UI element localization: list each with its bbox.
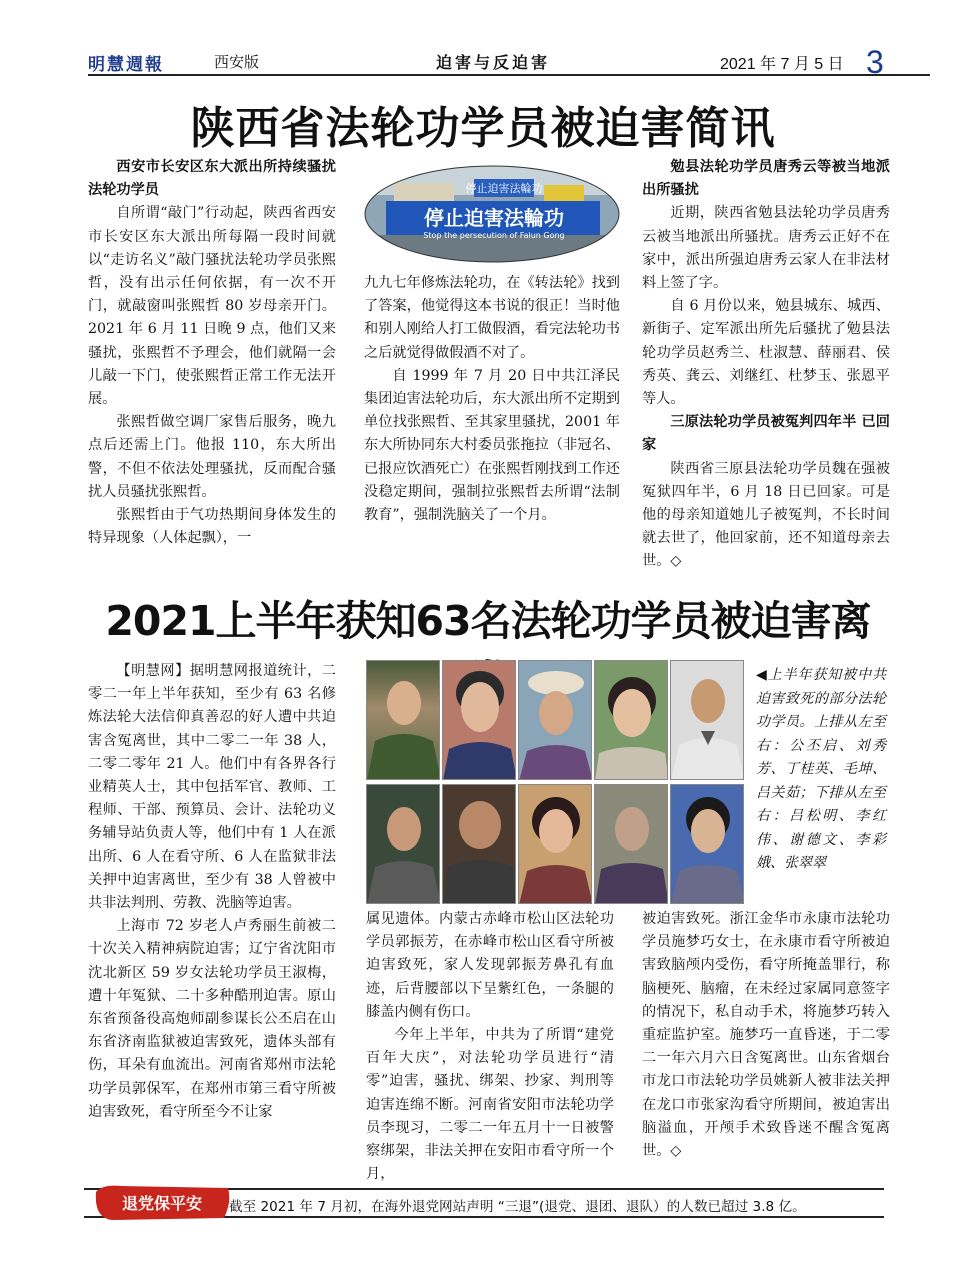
victim-photo — [594, 660, 668, 780]
article2-paragraph: 属见遗体。内蒙古赤峰市松山区法轮功学员郭振芳，在赤峰市松山区看守所被迫害致死，家人发现郭振芳鼻孔有血迹，后背腰部以下呈紫红色，一条腿的膝盖内侧有伤口。 — [366, 911, 614, 1020]
article2-column-2 — [366, 908, 614, 1186]
portrait-silhouette-icon — [595, 785, 668, 904]
masthead — [88, 48, 930, 76]
article1-paragraph: 张熙哲做空调厂家售后服务，晚九点后还需上门。他报 110，东大所出警，不但不依法处理骚扰，反而配合骚扰人员骚扰张熙哲。 — [88, 414, 336, 500]
portrait-silhouette-icon — [671, 785, 744, 904]
victim-photo — [366, 660, 440, 780]
victim-photo — [670, 660, 744, 780]
banner-english-text: Stop the persecution of Falun Gong — [423, 231, 565, 240]
article1-column-1 — [88, 156, 336, 550]
article2-paragraph: 【明慧网】据明慧网报道统计，二零二一年上半年获知，至少有 63 名修炼法轮大法信仰真善忍的好人遭中共迫害含冤离世，其中二零二一年 38 人，二零二零年 21 人。他们中有各界各行业精英人士，其中包括军官、教师、工程师、干部、预算员、会计、法轮功义务辅导站负责人等，他们中有 1 人在派出所、6 人在看守所、6 人在监狱非法关押中迫害离世，至少有 38 人曾被中共非法判刑、劳教、洗脑等迫害。 — [88, 663, 336, 912]
photo-caption: ◀上半年获知被中共迫害致死的部分法轮功学员。上排从左至右：公丕启、刘秀芳、丁桂英、毛坤、吕关茹；下排从左至右：吕松明、李红伟、谢德文、李彩娥、张翠翠 — [756, 667, 886, 871]
portrait-silhouette-icon — [519, 661, 592, 780]
article1-paragraph: 近期，陕西省勉县法轮功学员唐秀云被当地派出所骚扰。唐秀云正好不在家中，派出所强迫唐秀云家人在非法材料上签了字。 — [642, 205, 890, 292]
edition-label: 西安版 — [214, 53, 260, 71]
article1-paragraph: 陕西省三原县法轮功学员魏在强被冤狱四年半，6 月 18 日已回家。可是他的母亲知道她儿子被冤判，不长时间就去世了，他回家前，还不知道母亲去世。◇ — [642, 460, 890, 570]
footer-tag-label: 退党保平安 — [121, 1194, 203, 1213]
article1-subhead-2: 勉县法轮功学员唐秀云等被当地派出所骚扰 — [642, 159, 890, 199]
victim-photo — [442, 660, 516, 780]
article2-headline: 2021上半年获知63名法轮功学员被迫害离 — [105, 597, 871, 645]
victim-photo — [366, 784, 440, 904]
footer-bar — [84, 1188, 884, 1218]
portrait-silhouette-icon — [443, 785, 516, 904]
victim-photo — [518, 660, 592, 780]
article1-paragraph: 张熙哲由于气功热期间身体发生的特异现象（人体起飘），一 — [88, 507, 336, 547]
portrait-silhouette-icon — [595, 661, 668, 780]
victim-photo-grid — [366, 660, 744, 904]
portrait-silhouette-icon — [671, 661, 744, 780]
victim-photo — [518, 784, 592, 904]
article1-paragraph: 九九七年修炼法轮功，在《转法轮》找到了答案，他觉得这本书说的很正！当时他和别人刚给人打工做假酒，看完法轮功书之后就觉得做假酒不对了。 — [364, 275, 620, 361]
victim-photo — [442, 784, 516, 904]
article1-column-2 — [364, 272, 620, 527]
portrait-silhouette-icon — [443, 661, 516, 780]
portrait-silhouette-icon — [367, 661, 440, 780]
footer-text: 截至 2021 年 7 月初，在海外退党网站声明 “三退”(退党、退团、退队）的人数已超过 3.8 亿。 — [229, 1199, 806, 1215]
article1-subhead-1: 西安市长安区东大派出所持续骚扰法轮功学员 — [88, 159, 336, 199]
article1-paragraph: 自所谓“敲门”行动起，陕西省西安市长安区东大派出所每隔一段时间就以“走访名义”敲门骚扰法轮功学员张熙哲，没有出示任何依据，有一次不开门，就敲窗叫张熙哲 80 岁母亲开门。2021 年 6 月 11 日晚 9 点，他们又来骚扰，张熙哲不予理会，他们就隔一会儿敲一下门，使张熙哲正常工作无法开展。 — [88, 205, 336, 408]
article2-column-3 — [642, 908, 890, 1163]
banner-small-text: 停止迫害法輪功 — [465, 182, 543, 195]
article1-paragraph: 自 6 月份以来，勉县城东、城西、新街子、定军派出所先后骚扰了勉县法轮功学员赵秀兰、杜淑慧、薛丽君、侯秀英、龚云、刘继红、杜梦玉、张恩平等人。 — [642, 298, 890, 408]
banner-main-text: 停止迫害法輪功 — [424, 206, 564, 230]
page-number: 3 — [866, 44, 884, 80]
victim-photo — [670, 784, 744, 904]
section-label: 迫害与反迫害 — [436, 53, 551, 72]
issue-date: 2021 年 7 月 5 日 — [720, 56, 844, 73]
article2-paragraph: 被迫害致死。浙江金华市永康市法轮功学员施梦巧女士，在永康市看守所被迫害致脑颅内受伤，看守所掩盖罪行，称脑梗死、脑瘤，在未经过家属同意签字的情况下，私自动手术，将施梦巧转入重症监护室。施梦巧一直昏迷，于二零二一年六月六日含冤离世。山东省烟台市龙口市法轮功学员姚新人被非法关押在龙口市张家沟看守所期间，被迫害出脑溢血，开颅手术致昏迷不醒含冤离世。◇ — [642, 911, 890, 1160]
protest-banner-photo — [364, 165, 620, 263]
portrait-silhouette-icon — [519, 785, 592, 904]
article1-column-3 — [642, 156, 890, 574]
article1-subhead-3: 三原法轮功学员被冤判四年半 已回家 — [642, 414, 890, 454]
newspaper-brand: 明慧週報 — [88, 55, 164, 75]
portrait-silhouette-icon — [367, 785, 440, 904]
article2-column-1 — [88, 660, 336, 1124]
article2-paragraph: 上海市 72 岁老人卢秀丽生前被二十次关入精神病院迫害；辽宁省沈阳市沈北新区 59 岁女法轮功学员王淑梅，遭十年冤狱、二十多种酷刑迫害。原山东省预备役高炮师副参谋长公丕启在山东省济南监狱被迫害致死，遗体头部有伤，耳朵有血流出。河南省郑州市法轮功学员郭保军，在郑州市第三看守所被迫害致死，看守所至今不让家 — [88, 918, 336, 1120]
footer-tag-badge — [92, 1182, 232, 1222]
article1-paragraph: 自 1999 年 7 月 20 日中共江泽民集团迫害法轮功后，东大派出所不定期到单位找张熙哲、至其家里骚扰，2001 年东大所协同东大村委员张拖拉（非冠名、已报应饮酒死亡）在张熙哲刚找到工作还没稳定期间，强制拉张熙哲去所谓“法制教育”，强制洗脑关了一个月。 — [364, 367, 620, 524]
article1-headline: 陕西省法轮功学员被迫害简讯 — [190, 103, 776, 154]
article2-paragraph: 今年上半年，中共为了所谓“建党百年大庆”，对法轮功学员进行“清零”迫害，骚扰、绑架、抄家、判刑等迫害连绵不断。河南省安阳市法轮功学员李现习，二零二一年五月十一日被警察绑架，非法关押在安阳市看守所一个月， — [366, 1027, 614, 1183]
victim-photo — [594, 784, 668, 904]
